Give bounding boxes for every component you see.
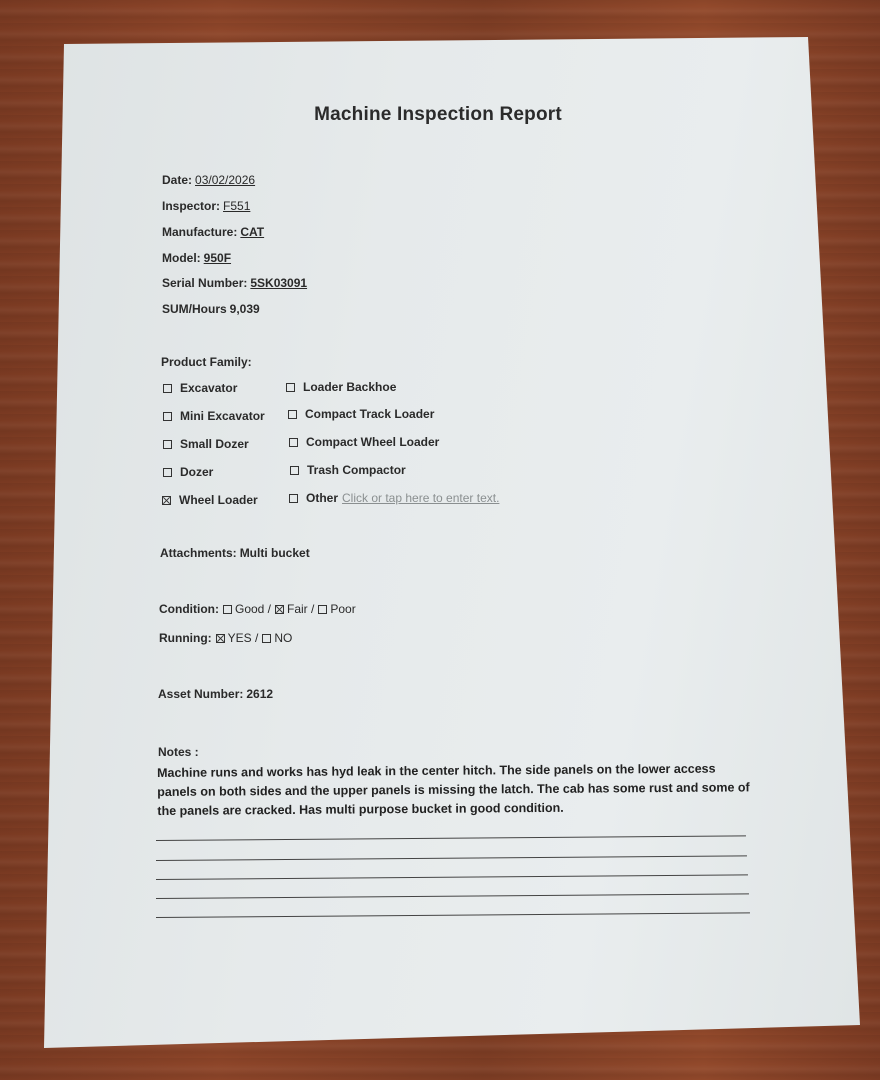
option-compact-wheel-loader[interactable]: Compact Wheel Loader [289,435,439,449]
checkbox-icon[interactable] [318,605,327,614]
condition-label: Condition: [159,602,219,616]
hours-label: SUM/Hours [162,302,227,316]
asset-label: Asset Number: [158,687,244,701]
asset-field [158,687,273,701]
model-field [162,251,231,265]
checkbox-icon[interactable] [163,440,172,449]
checkbox-icon[interactable] [290,466,299,475]
date-field [162,173,255,187]
notes-line [156,874,748,880]
attachments-label: Attachments: [160,546,237,560]
condition-field [159,602,360,616]
running-field [159,631,296,645]
other-text-field[interactable]: Click or tap here to enter text. [342,491,500,505]
checkbox-icon[interactable] [289,494,298,503]
manufacture-label: Manufacture: [162,225,238,239]
checkbox-icon[interactable] [286,383,295,392]
checkbox-icon[interactable] [163,468,172,477]
checkbox-icon[interactable] [223,605,232,614]
notes-line [156,893,749,899]
notes-line [156,855,747,861]
option-excavator[interactable]: Excavator [163,381,237,395]
notes-label: Notes : [158,745,199,759]
product-family-label: Product Family: [161,355,252,369]
checked-checkbox-icon[interactable] [162,496,171,505]
model-label: Model: [162,251,201,265]
condition-good[interactable]: Good / [223,602,271,616]
option-loader-backhoe[interactable]: Loader Backhoe [286,380,396,394]
date-value[interactable]: 03/02/2026 [195,173,256,187]
inspector-label: Inspector: [162,199,221,213]
condition-poor[interactable]: Poor [318,602,355,616]
date-label: Date: [162,173,193,187]
option-small-dozer[interactable]: Small Dozer [163,437,249,451]
running-no[interactable]: NO [262,631,292,645]
checkbox-icon[interactable] [262,634,271,643]
option-other[interactable]: Other Click or tap here to enter text. [289,491,499,505]
manufacture-value[interactable]: CAT [240,225,265,239]
condition-fair[interactable]: Fair / [275,602,314,616]
hours-field [162,302,260,316]
running-label: Running: [159,631,212,645]
attachments-value[interactable]: Multi bucket [239,546,310,560]
checked-checkbox-icon[interactable] [275,605,284,614]
notes-text[interactable]: Machine runs and works has hyd leak in the center hitch. The side panels on the lower access panels on both sides and the upper panels is missing the latch. The cab has some rust and some of the panels are cracked. Has multi purpose bucket in good condition. [157,761,750,818]
attachments-field [160,546,310,560]
option-compact-track-loader[interactable]: Compact Track Loader [288,407,434,421]
hours-value[interactable]: 9,039 [229,302,260,316]
option-dozer[interactable]: Dozer [163,465,213,479]
model-value[interactable]: 950F [203,251,232,265]
inspector-value[interactable]: F551 [223,199,251,213]
asset-value[interactable]: 2612 [246,687,274,701]
serial-field [162,276,307,290]
checkbox-icon[interactable] [163,412,172,421]
notes-line [156,835,746,841]
manufacture-field [162,225,264,239]
running-yes[interactable]: YES / [216,631,259,645]
option-mini-excavator[interactable]: Mini Excavator [163,409,265,423]
report-title: Machine Inspection Report [314,104,562,125]
notes-line [156,912,750,918]
checked-checkbox-icon[interactable] [216,634,225,643]
checkbox-icon[interactable] [288,410,297,419]
serial-label: Serial Number: [162,276,248,290]
checkbox-icon[interactable] [289,438,298,447]
inspector-field [162,199,250,213]
option-trash-compactor[interactable]: Trash Compactor [290,463,406,477]
serial-value[interactable]: 5SK03091 [250,276,308,290]
checkbox-icon[interactable] [163,384,172,393]
option-wheel-loader[interactable]: Wheel Loader [162,493,258,507]
